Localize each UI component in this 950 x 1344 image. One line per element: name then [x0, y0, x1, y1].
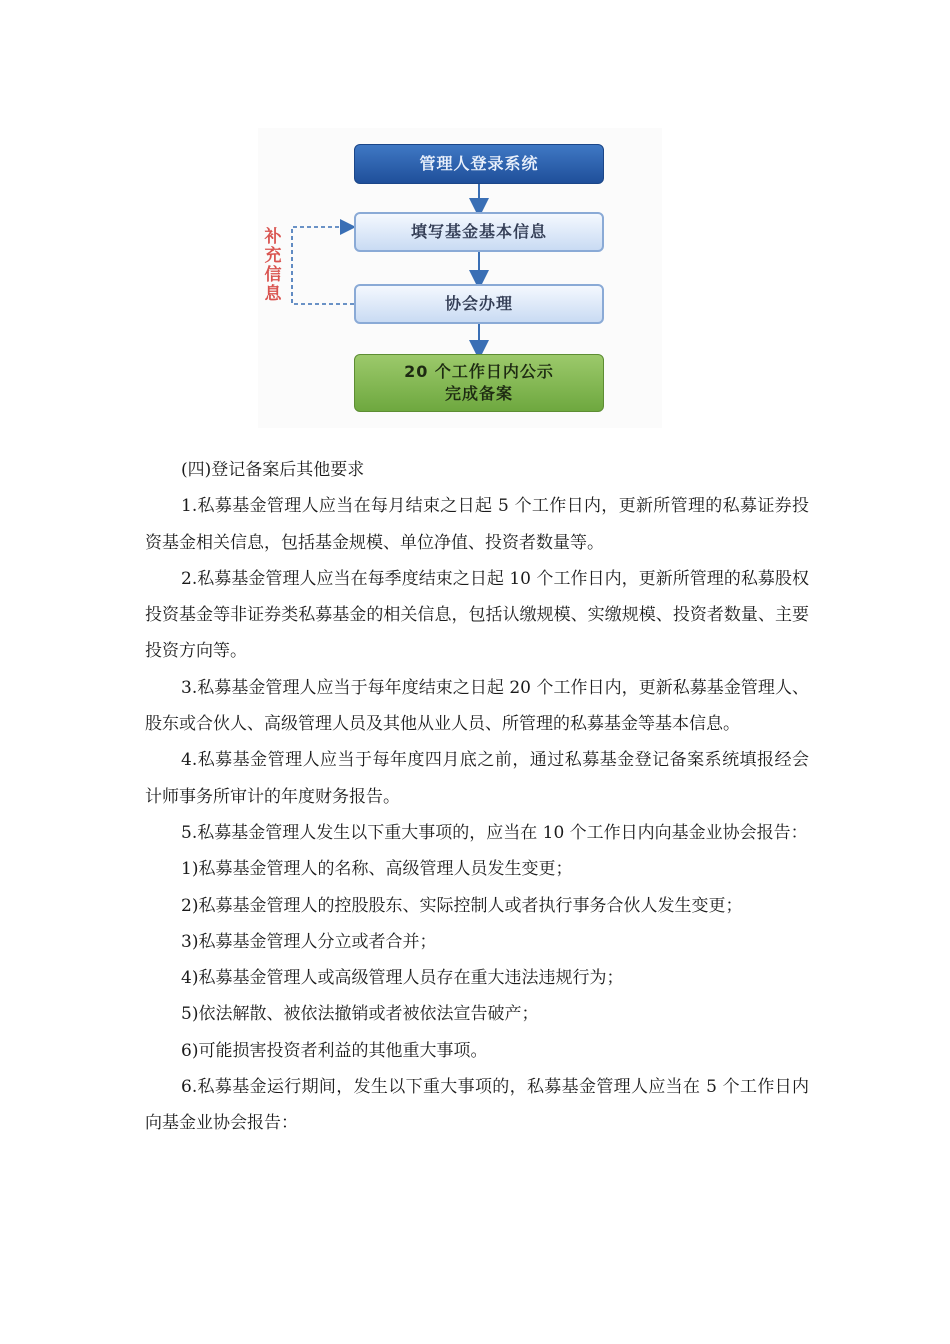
supplement-info-label: 补充信息 — [264, 227, 282, 304]
list-item: 1)私募基金管理人的名称、高级管理人员发生变更； — [181, 859, 573, 880]
flow-step-publish-line1: 20 个工作日内公示 — [404, 362, 554, 381]
flow-step-fill-info-label: 填写基金基本信息 — [410, 222, 547, 241]
section-heading: (四)登记备案后其他要求 — [181, 460, 365, 480]
paragraph: 3.私募基金管理人应当于每年度结束之日起 20 个工作日内，更新私募基金管理人、股东或合伙人、高级管理人员及其他从业人员、所管理的私募基金等基本信息。 — [145, 677, 809, 735]
paragraph: 1.私募基金管理人应当在每月结束之日起 5 个工作日内，更新所管理的私募证券投资基金相关信息，包括基金规模、单位净值、投资者数量等。 — [145, 496, 809, 553]
list-item: 6)可能损害投资者利益的其他重大事项。 — [181, 1040, 488, 1061]
flow-step-association — [354, 284, 604, 324]
flow-step-login-label: 管理人登录系统 — [419, 154, 539, 173]
paragraph: 2.私募基金管理人应当在每季度结束之日起 10 个工作日内，更新所管理的私募股权投资基金等非证券类私募基金的相关信息，包括认缴规模、实缴规模、投资者数量、主要投资方向等。 — [145, 568, 809, 662]
list-item: 2)私募基金管理人的控股股东、实际控制人或者执行事务合伙人发生变更； — [181, 895, 743, 916]
feedback-loop-arrow — [292, 227, 354, 304]
document-body — [145, 452, 809, 1142]
flow-step-publish-line2: 完成备案 — [444, 384, 513, 403]
paragraph: 6.私募基金运行期间，发生以下重大事项的，私募基金管理人应当在 5 个工作日内向基金业协会报告： — [145, 1077, 809, 1134]
flow-step-fill-info — [354, 212, 604, 252]
flow-step-publish — [354, 354, 604, 412]
flow-step-association-label: 协会办理 — [444, 294, 513, 313]
flow-step-login — [354, 144, 604, 184]
list-item: 5)依法解散、被依法撤销或者被依法宣告破产； — [181, 1004, 539, 1025]
list-item: 4)私募基金管理人或高级管理人员存在重大违法违规行为； — [181, 968, 624, 989]
paragraph: 4.私募基金管理人应当于每年度四月底之前，通过私募基金登记备案系统填报经会计师事务所审计的年度财务报告。 — [145, 750, 809, 807]
list-item: 3)私募基金管理人分立或者合并； — [181, 931, 437, 952]
flowchart-figure — [258, 128, 662, 428]
paragraph: 5.私募基金管理人发生以下重大事项的，应当在 10 个工作日内向基金业协会报告： — [181, 822, 808, 843]
